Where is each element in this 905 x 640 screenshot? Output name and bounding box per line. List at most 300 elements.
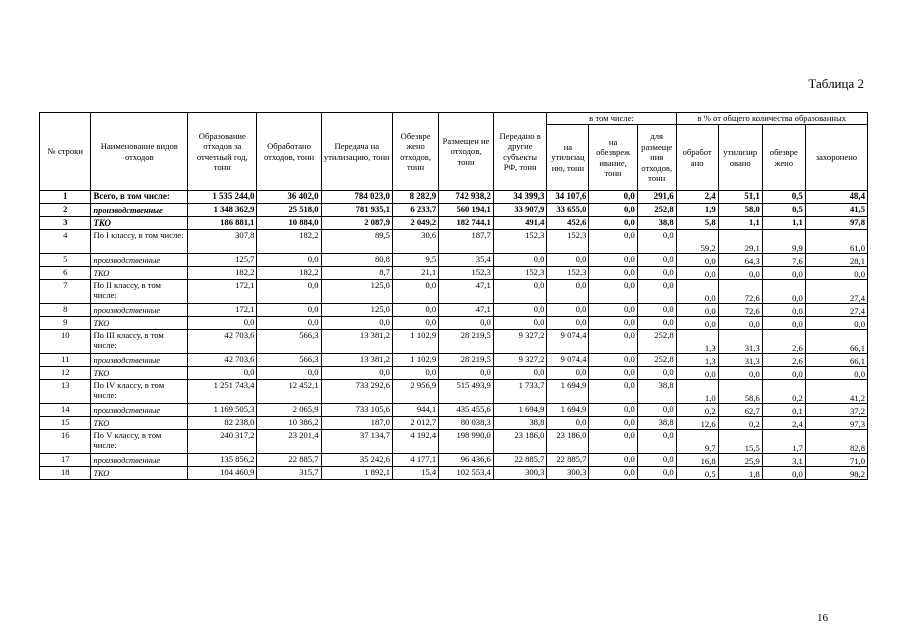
value-cell: 172,1 <box>188 304 257 317</box>
percent-cell: 7,6 <box>762 254 805 267</box>
row-number: 7 <box>40 280 91 304</box>
value-cell: 80,8 <box>321 254 392 267</box>
table-row <box>40 304 868 317</box>
value-cell: 28 219,5 <box>439 330 494 354</box>
value-cell: 187,0 <box>321 417 392 430</box>
percent-cell: 62,7 <box>718 404 762 417</box>
value-cell: 0,0 <box>392 367 438 380</box>
table-row <box>40 454 868 467</box>
table-header <box>40 113 868 191</box>
value-cell: 1 102,9 <box>392 354 438 367</box>
value-cell: 182 744,1 <box>439 217 494 230</box>
value-cell: 23 186,0 <box>493 430 547 454</box>
waste-type-name: производственные <box>91 354 188 367</box>
percent-cell: 0,2 <box>762 380 805 404</box>
value-cell: 47,1 <box>439 280 494 304</box>
value-cell: 0,0 <box>589 330 637 354</box>
table-row <box>40 467 868 480</box>
table-row <box>40 380 868 404</box>
value-cell: 291,6 <box>637 191 676 204</box>
value-cell: 0,0 <box>637 467 676 480</box>
value-cell: 9,5 <box>392 254 438 267</box>
percent-cell: 28,1 <box>805 254 867 267</box>
row-number: 16 <box>40 430 91 454</box>
value-cell: 252,8 <box>637 354 676 367</box>
value-cell: 34 107,6 <box>547 191 589 204</box>
waste-type-name: ТКО <box>91 367 188 380</box>
header-transferred: Передано в другие субъекты РФ, тонн <box>493 113 547 191</box>
percent-cell: 0,1 <box>762 404 805 417</box>
value-cell: 0,0 <box>589 417 637 430</box>
value-cell: 0,0 <box>589 430 637 454</box>
table-row <box>40 204 868 217</box>
waste-type-name: ТКО <box>91 317 188 330</box>
percent-cell: 0,0 <box>762 317 805 330</box>
percent-cell: 66,1 <box>805 330 867 354</box>
row-number: 1 <box>40 191 91 204</box>
value-cell: 0,0 <box>637 367 676 380</box>
value-cell: 125,7 <box>188 254 257 267</box>
value-cell: 9 074,4 <box>547 354 589 367</box>
value-cell: 0,0 <box>589 280 637 304</box>
percent-cell: 41,2 <box>805 380 867 404</box>
percent-cell: 58,6 <box>718 380 762 404</box>
row-number: 9 <box>40 317 91 330</box>
row-number: 17 <box>40 454 91 467</box>
row-number: 2 <box>40 204 91 217</box>
value-cell: 307,8 <box>188 230 257 254</box>
percent-cell: 25,9 <box>718 454 762 467</box>
value-cell: 187,7 <box>439 230 494 254</box>
value-cell: 560 194,1 <box>439 204 494 217</box>
row-number: 13 <box>40 380 91 404</box>
percent-cell: 2,4 <box>762 417 805 430</box>
percent-cell: 58,0 <box>718 204 762 217</box>
value-cell: 35 242,6 <box>321 454 392 467</box>
percent-cell: 0,0 <box>718 267 762 280</box>
value-cell: 1 694,9 <box>547 404 589 417</box>
table-caption: Таблица 2 <box>808 76 864 91</box>
value-cell: 8,7 <box>321 267 392 280</box>
header-pct-buried: захоронено <box>805 125 867 191</box>
value-cell: 13 381,2 <box>321 354 392 367</box>
value-cell: 0,0 <box>589 191 637 204</box>
percent-cell: 97,3 <box>805 417 867 430</box>
value-cell: 21,1 <box>392 267 438 280</box>
value-cell: 1 733,7 <box>493 380 547 404</box>
value-cell: 89,5 <box>321 230 392 254</box>
value-cell: 104 460,9 <box>188 467 257 480</box>
value-cell: 0,0 <box>392 317 438 330</box>
value-cell: 182,2 <box>257 267 321 280</box>
value-cell: 36 402,0 <box>257 191 321 204</box>
percent-cell: 1,1 <box>762 217 805 230</box>
waste-type-name: производственные <box>91 454 188 467</box>
value-cell: 1 694,9 <box>493 404 547 417</box>
header-processed: Обработано отходов, тонн <box>257 113 321 191</box>
value-cell: 515 493,9 <box>439 380 494 404</box>
value-cell: 42 703,6 <box>188 354 257 367</box>
value-cell: 38,8 <box>637 380 676 404</box>
value-cell: 2 956,9 <box>392 380 438 404</box>
percent-cell: 72,6 <box>718 280 762 304</box>
percent-cell: 0,0 <box>762 467 805 480</box>
value-cell: 2 049,2 <box>392 217 438 230</box>
header-incl: в том числе: <box>547 113 676 125</box>
header-pct-utilized: утилизир овано <box>718 125 762 191</box>
value-cell: 42 703,6 <box>188 330 257 354</box>
percent-cell: 0,0 <box>805 317 867 330</box>
value-cell: 33 907,9 <box>493 204 547 217</box>
waste-type-name: ТКО <box>91 217 188 230</box>
percent-cell: 0,0 <box>676 304 718 317</box>
value-cell: 28 219,5 <box>439 354 494 367</box>
value-cell: 1 348 362,9 <box>188 204 257 217</box>
value-cell: 566,3 <box>257 354 321 367</box>
value-cell: 252,8 <box>637 330 676 354</box>
value-cell: 38,8 <box>493 417 547 430</box>
value-cell: 152,3 <box>439 267 494 280</box>
percent-cell: 2,4 <box>676 191 718 204</box>
table-row <box>40 230 868 254</box>
value-cell: 0,0 <box>392 304 438 317</box>
value-cell: 0,0 <box>589 204 637 217</box>
value-cell: 0,0 <box>257 254 321 267</box>
table-row <box>40 367 868 380</box>
value-cell: 0,0 <box>547 254 589 267</box>
value-cell: 0,0 <box>589 317 637 330</box>
value-cell: 0,0 <box>589 267 637 280</box>
value-cell: 0,0 <box>493 317 547 330</box>
value-cell: 0,0 <box>439 367 494 380</box>
row-number: 4 <box>40 230 91 254</box>
row-number: 15 <box>40 417 91 430</box>
value-cell: 15,4 <box>392 467 438 480</box>
value-cell: 12 452,1 <box>257 380 321 404</box>
value-cell: 25 518,0 <box>257 204 321 217</box>
value-cell: 198 990,0 <box>439 430 494 454</box>
row-number: 18 <box>40 467 91 480</box>
percent-cell: 48,4 <box>805 191 867 204</box>
waste-type-name: По V классу, в том числе: <box>91 430 188 454</box>
percent-cell: 0,2 <box>676 404 718 417</box>
percent-cell: 1,9 <box>676 204 718 217</box>
value-cell: 6 233,7 <box>392 204 438 217</box>
value-cell: 0,0 <box>257 317 321 330</box>
row-number: 8 <box>40 304 91 317</box>
header-pct-processed: обработ ано <box>676 125 718 191</box>
value-cell: 733 292,6 <box>321 380 392 404</box>
value-cell: 0,0 <box>589 404 637 417</box>
percent-cell: 0,0 <box>676 254 718 267</box>
value-cell: 23 201,4 <box>257 430 321 454</box>
percent-cell: 9,7 <box>676 430 718 454</box>
value-cell: 0,0 <box>589 454 637 467</box>
waste-type-name: По IV классу, в том числе: <box>91 380 188 404</box>
percent-cell: 97,8 <box>805 217 867 230</box>
value-cell: 38,8 <box>637 217 676 230</box>
value-cell: 125,0 <box>321 304 392 317</box>
percent-cell: 29,1 <box>718 230 762 254</box>
percent-cell: 0,0 <box>762 304 805 317</box>
row-number: 14 <box>40 404 91 417</box>
percent-cell: 1,8 <box>718 467 762 480</box>
value-cell: 0,0 <box>547 317 589 330</box>
value-cell: 0,0 <box>493 304 547 317</box>
percent-cell: 5,8 <box>676 217 718 230</box>
percent-cell: 0,0 <box>676 267 718 280</box>
percent-cell: 2,6 <box>762 330 805 354</box>
percent-cell: 27,4 <box>805 304 867 317</box>
value-cell: 125,0 <box>321 280 392 304</box>
value-cell: 0,0 <box>637 304 676 317</box>
value-cell: 0,0 <box>547 280 589 304</box>
waste-type-name: По III классу, в том числе: <box>91 330 188 354</box>
percent-cell: 0,0 <box>676 317 718 330</box>
value-cell: 0,0 <box>637 230 676 254</box>
value-cell: 0,0 <box>321 317 392 330</box>
value-cell: 435 455,6 <box>439 404 494 417</box>
header-incl-neutr: на обезвреж ивание, тонн <box>589 125 637 191</box>
value-cell: 300,3 <box>493 467 547 480</box>
table-row <box>40 267 868 280</box>
percent-cell: 12,6 <box>676 417 718 430</box>
value-cell: 0,0 <box>257 367 321 380</box>
value-cell: 47,1 <box>439 304 494 317</box>
waste-type-name: производственные <box>91 254 188 267</box>
value-cell: 781 935,1 <box>321 204 392 217</box>
waste-type-name: ТКО <box>91 467 188 480</box>
percent-cell: 1,3 <box>676 330 718 354</box>
percent-cell: 1,0 <box>676 380 718 404</box>
value-cell: 9 327,2 <box>493 354 547 367</box>
waste-type-name: По I классу, в том числе: <box>91 230 188 254</box>
value-cell: 0,0 <box>257 304 321 317</box>
percent-cell: 27,4 <box>805 280 867 304</box>
value-cell: 2 065,9 <box>257 404 321 417</box>
percent-cell: 0,5 <box>676 467 718 480</box>
value-cell: 0,0 <box>257 280 321 304</box>
value-cell: 2 012,7 <box>392 417 438 430</box>
value-cell: 152,3 <box>493 267 547 280</box>
percent-cell: 0,0 <box>718 367 762 380</box>
value-cell: 1 169 505,3 <box>188 404 257 417</box>
value-cell: 22 885,7 <box>547 454 589 467</box>
value-cell: 0,0 <box>188 367 257 380</box>
table-row <box>40 404 868 417</box>
value-cell: 0,0 <box>637 280 676 304</box>
percent-cell: 0,5 <box>762 191 805 204</box>
value-cell: 252,8 <box>637 204 676 217</box>
value-cell: 0,0 <box>589 217 637 230</box>
percent-cell: 0,0 <box>805 267 867 280</box>
value-cell: 0,0 <box>637 267 676 280</box>
value-cell: 0,0 <box>547 367 589 380</box>
row-number: 11 <box>40 354 91 367</box>
value-cell: 22 885,7 <box>257 454 321 467</box>
value-cell: 4 192,4 <box>392 430 438 454</box>
header-incl-util: на утилизац ию, тонн <box>547 125 589 191</box>
percent-cell: 0,0 <box>676 367 718 380</box>
value-cell: 1 535 244,0 <box>188 191 257 204</box>
table-row <box>40 280 868 304</box>
row-number: 10 <box>40 330 91 354</box>
value-cell: 152,3 <box>547 230 589 254</box>
header-formed: Образование отходов за отчетный год, тонн <box>188 113 257 191</box>
value-cell: 30,6 <box>392 230 438 254</box>
waste-table <box>39 112 868 480</box>
table-row <box>40 254 868 267</box>
percent-cell: 64,3 <box>718 254 762 267</box>
percent-cell: 1,3 <box>676 354 718 367</box>
header-pct-neutralized: обезвре жено <box>762 125 805 191</box>
value-cell: 0,0 <box>493 367 547 380</box>
value-cell: 944,1 <box>392 404 438 417</box>
percent-cell: 0,0 <box>676 280 718 304</box>
table-body <box>40 191 868 480</box>
value-cell: 733 105,6 <box>321 404 392 417</box>
value-cell: 0,0 <box>547 417 589 430</box>
value-cell: 182,2 <box>188 267 257 280</box>
value-cell: 0,0 <box>637 430 676 454</box>
percent-cell: 51,1 <box>718 191 762 204</box>
percent-cell: 31,3 <box>718 354 762 367</box>
value-cell: 0,0 <box>493 280 547 304</box>
value-cell: 22 885,7 <box>493 454 547 467</box>
percent-cell: 15,5 <box>718 430 762 454</box>
value-cell: 23 186,0 <box>547 430 589 454</box>
value-cell: 1 892,1 <box>321 467 392 480</box>
row-number: 5 <box>40 254 91 267</box>
table-row <box>40 217 868 230</box>
value-cell: 300,3 <box>547 467 589 480</box>
percent-cell: 37,2 <box>805 404 867 417</box>
value-cell: 784 023,0 <box>321 191 392 204</box>
value-cell: 152,3 <box>493 230 547 254</box>
value-cell: 0,0 <box>637 404 676 417</box>
header-neutralized: Обезвре жено отходов, тонн <box>392 113 438 191</box>
waste-type-name: производственные <box>91 304 188 317</box>
percent-cell: 72,6 <box>718 304 762 317</box>
value-cell: 38,8 <box>637 417 676 430</box>
percent-cell: 16,8 <box>676 454 718 467</box>
value-cell: 1 102,9 <box>392 330 438 354</box>
page-number: 16 <box>817 612 828 624</box>
value-cell: 1 694,9 <box>547 380 589 404</box>
value-cell: 9 327,2 <box>493 330 547 354</box>
waste-type-name: ТКО <box>91 267 188 280</box>
value-cell: 10 884,0 <box>257 217 321 230</box>
percent-cell: 0,0 <box>762 267 805 280</box>
value-cell: 2 087,9 <box>321 217 392 230</box>
value-cell: 0,0 <box>589 467 637 480</box>
row-number: 12 <box>40 367 91 380</box>
value-cell: 0,0 <box>637 454 676 467</box>
value-cell: 0,0 <box>589 230 637 254</box>
value-cell: 0,0 <box>547 304 589 317</box>
value-cell: 182,2 <box>257 230 321 254</box>
percent-cell: 31,3 <box>718 330 762 354</box>
value-cell: 0,0 <box>439 317 494 330</box>
table-row <box>40 430 868 454</box>
value-cell: 0,0 <box>637 317 676 330</box>
percent-cell: 9,9 <box>762 230 805 254</box>
header-placed: Размещен ие отходов, тонн <box>439 113 494 191</box>
percent-cell: 0,0 <box>762 280 805 304</box>
table-row <box>40 317 868 330</box>
waste-type-name: ТКО <box>91 417 188 430</box>
row-number: 3 <box>40 217 91 230</box>
value-cell: 0,0 <box>589 380 637 404</box>
value-cell: 0,0 <box>637 254 676 267</box>
value-cell: 9 074,4 <box>547 330 589 354</box>
value-cell: 240 317,2 <box>188 430 257 454</box>
value-cell: 102 553,4 <box>439 467 494 480</box>
percent-cell: 61,0 <box>805 230 867 254</box>
value-cell: 186 881,1 <box>188 217 257 230</box>
value-cell: 0,0 <box>589 254 637 267</box>
row-number: 6 <box>40 267 91 280</box>
percent-cell: 3,1 <box>762 454 805 467</box>
percent-cell: 0,2 <box>718 417 762 430</box>
percent-cell: 41,5 <box>805 204 867 217</box>
value-cell: 0,0 <box>392 280 438 304</box>
table-row <box>40 191 868 204</box>
value-cell: 491,4 <box>493 217 547 230</box>
percent-cell: 98,2 <box>805 467 867 480</box>
percent-cell: 59,2 <box>676 230 718 254</box>
value-cell: 0,0 <box>188 317 257 330</box>
value-cell: 566,3 <box>257 330 321 354</box>
percent-cell: 1,7 <box>762 430 805 454</box>
value-cell: 152,3 <box>547 267 589 280</box>
value-cell: 33 655,0 <box>547 204 589 217</box>
waste-type-name: производственные <box>91 204 188 217</box>
value-cell: 10 386,2 <box>257 417 321 430</box>
percent-cell: 66,1 <box>805 354 867 367</box>
value-cell: 1 251 743,4 <box>188 380 257 404</box>
header-incl-place: для размеще ния отходов, тонн <box>637 125 676 191</box>
header-to-utilization: Передача на утилизацию, тонн <box>321 113 392 191</box>
value-cell: 452,6 <box>547 217 589 230</box>
header-row-no: № строки <box>40 113 91 191</box>
value-cell: 742 938,2 <box>439 191 494 204</box>
percent-cell: 71,0 <box>805 454 867 467</box>
value-cell: 0,0 <box>589 304 637 317</box>
table-row <box>40 330 868 354</box>
table-row <box>40 354 868 367</box>
value-cell: 13 381,2 <box>321 330 392 354</box>
percent-cell: 0,0 <box>805 367 867 380</box>
percent-cell: 0,0 <box>762 367 805 380</box>
value-cell: 8 282,9 <box>392 191 438 204</box>
value-cell: 80 038,3 <box>439 417 494 430</box>
value-cell: 82 238,0 <box>188 417 257 430</box>
value-cell: 0,0 <box>589 354 637 367</box>
value-cell: 172,1 <box>188 280 257 304</box>
value-cell: 37 134,7 <box>321 430 392 454</box>
percent-cell: 0,0 <box>718 317 762 330</box>
table-row <box>40 417 868 430</box>
header-name: Наименование видов отходов <box>91 113 188 191</box>
waste-type-name: По II классу, в том числе: <box>91 280 188 304</box>
percent-cell: 2,6 <box>762 354 805 367</box>
value-cell: 4 177,1 <box>392 454 438 467</box>
header-pct-group: в % от общего количества образованных <box>676 113 867 125</box>
value-cell: 34 399,3 <box>493 191 547 204</box>
value-cell: 0,0 <box>493 254 547 267</box>
percent-cell: 0,5 <box>762 204 805 217</box>
